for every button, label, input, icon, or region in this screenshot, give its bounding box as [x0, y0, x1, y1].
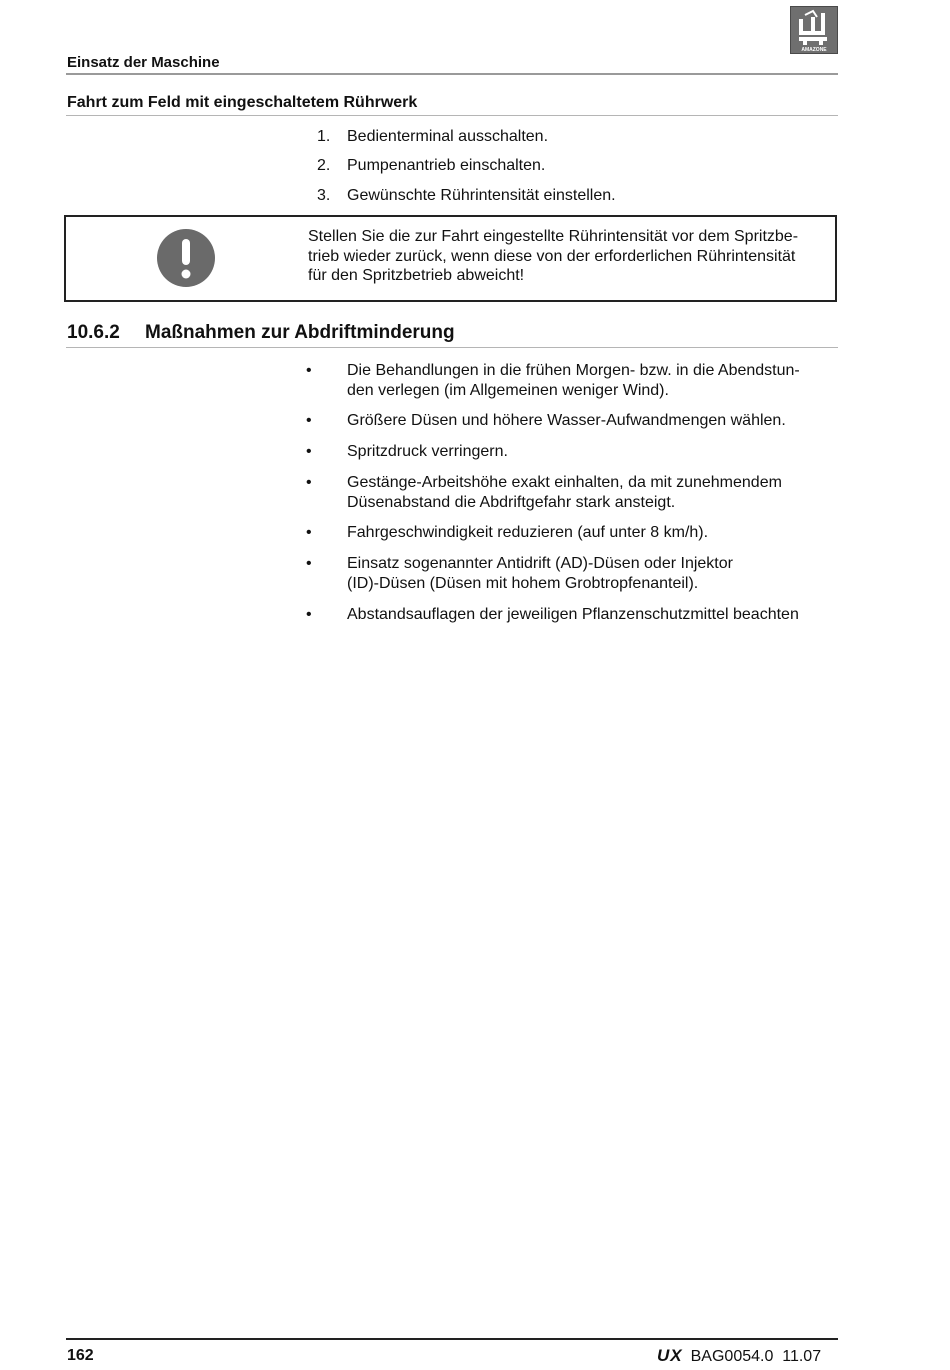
- bullet-symbol: •: [306, 474, 312, 491]
- bullet-symbol: •: [306, 362, 312, 379]
- amazone-logo-icon: [790, 6, 838, 54]
- bullet-symbol: •: [306, 412, 312, 429]
- step-text: Bedienterminal ausschalten.: [347, 128, 549, 145]
- bullet-line: Größere Düsen und höhere Wasser-Aufwandmengen wählen.: [347, 412, 786, 429]
- bullet-line: Fahrgeschwindigkeit reduzieren (auf unter 8 km/h).: [347, 524, 709, 541]
- header-rule: [66, 73, 838, 75]
- exclamation-icon: [156, 228, 216, 288]
- running-header: Einsatz der Maschine: [67, 54, 220, 71]
- bullet-line: Abstandsauflagen der jeweiligen Pflanzenschutzmittel beachten: [347, 606, 799, 623]
- bullet-item: [347, 473, 835, 512]
- notice-text: [308, 227, 833, 286]
- svg-text:AMAZONE: AMAZONE: [801, 47, 827, 53]
- model-label: UX: [657, 1346, 683, 1365]
- section-rule: [66, 347, 838, 348]
- bullet-item: [347, 442, 835, 462]
- bullet-line: (ID)-Düsen (Düsen mit hohem Grobtropfenanteil).: [347, 574, 699, 592]
- step-number: 3.: [317, 187, 331, 204]
- bullet-item: [347, 361, 835, 400]
- bullet-line: Die Behandlungen in die frühen Morgen- bzw. in die Abendstun-: [347, 362, 800, 379]
- bullet-symbol: •: [306, 606, 312, 623]
- step-number: 2.: [317, 157, 331, 174]
- bullet-item: [347, 605, 835, 625]
- doc-code: BAG0054.0 11.07: [690, 1348, 822, 1365]
- subsection-rule: [66, 115, 838, 116]
- footer-rule: [66, 1338, 838, 1340]
- notice-line: trieb wieder zurück, wenn diese von der erforderlichen Rührintensität: [308, 247, 796, 265]
- bullet-line: den verlegen (im Allgemeinen weniger Wind).: [347, 381, 669, 399]
- bullet-line: Einsatz sogenannter Antidrift (AD)-Düsen oder Injektor: [347, 555, 733, 572]
- bullet-symbol: •: [306, 555, 312, 572]
- page-number: 162: [67, 1347, 94, 1364]
- step-text: Pumpenantrieb einschalten.: [347, 157, 546, 174]
- section-title: Maßnahmen zur Abdriftminderung: [145, 322, 455, 343]
- bullet-line: Gestänge-Arbeitshöhe exakt einhalten, da mit zunehmendem: [347, 474, 782, 491]
- notice-line: für den Spritzbetrieb abweicht!: [308, 267, 525, 284]
- bullet-item: [347, 411, 835, 431]
- bullet-item: [347, 523, 835, 543]
- section-number: 10.6.2: [67, 322, 120, 343]
- bullet-item: [347, 554, 835, 593]
- subsection-title: Fahrt zum Feld mit eingeschaltetem Rührwerk: [67, 94, 418, 111]
- bullet-line: Düsenabstand die Abdriftgefahr stark ansteigt.: [347, 493, 676, 511]
- doc-reference: [657, 1346, 821, 1367]
- bullet-symbol: •: [306, 524, 312, 541]
- bullet-line: Spritzdruck verringern.: [347, 443, 508, 460]
- notice-line: Stellen Sie die zur Fahrt eingestellte Rührintensität vor dem Spritzbe-: [308, 228, 799, 245]
- step-text: Gewünschte Rührintensität einstellen.: [347, 187, 616, 204]
- step-number: 1.: [317, 128, 331, 145]
- bullet-symbol: •: [306, 443, 312, 460]
